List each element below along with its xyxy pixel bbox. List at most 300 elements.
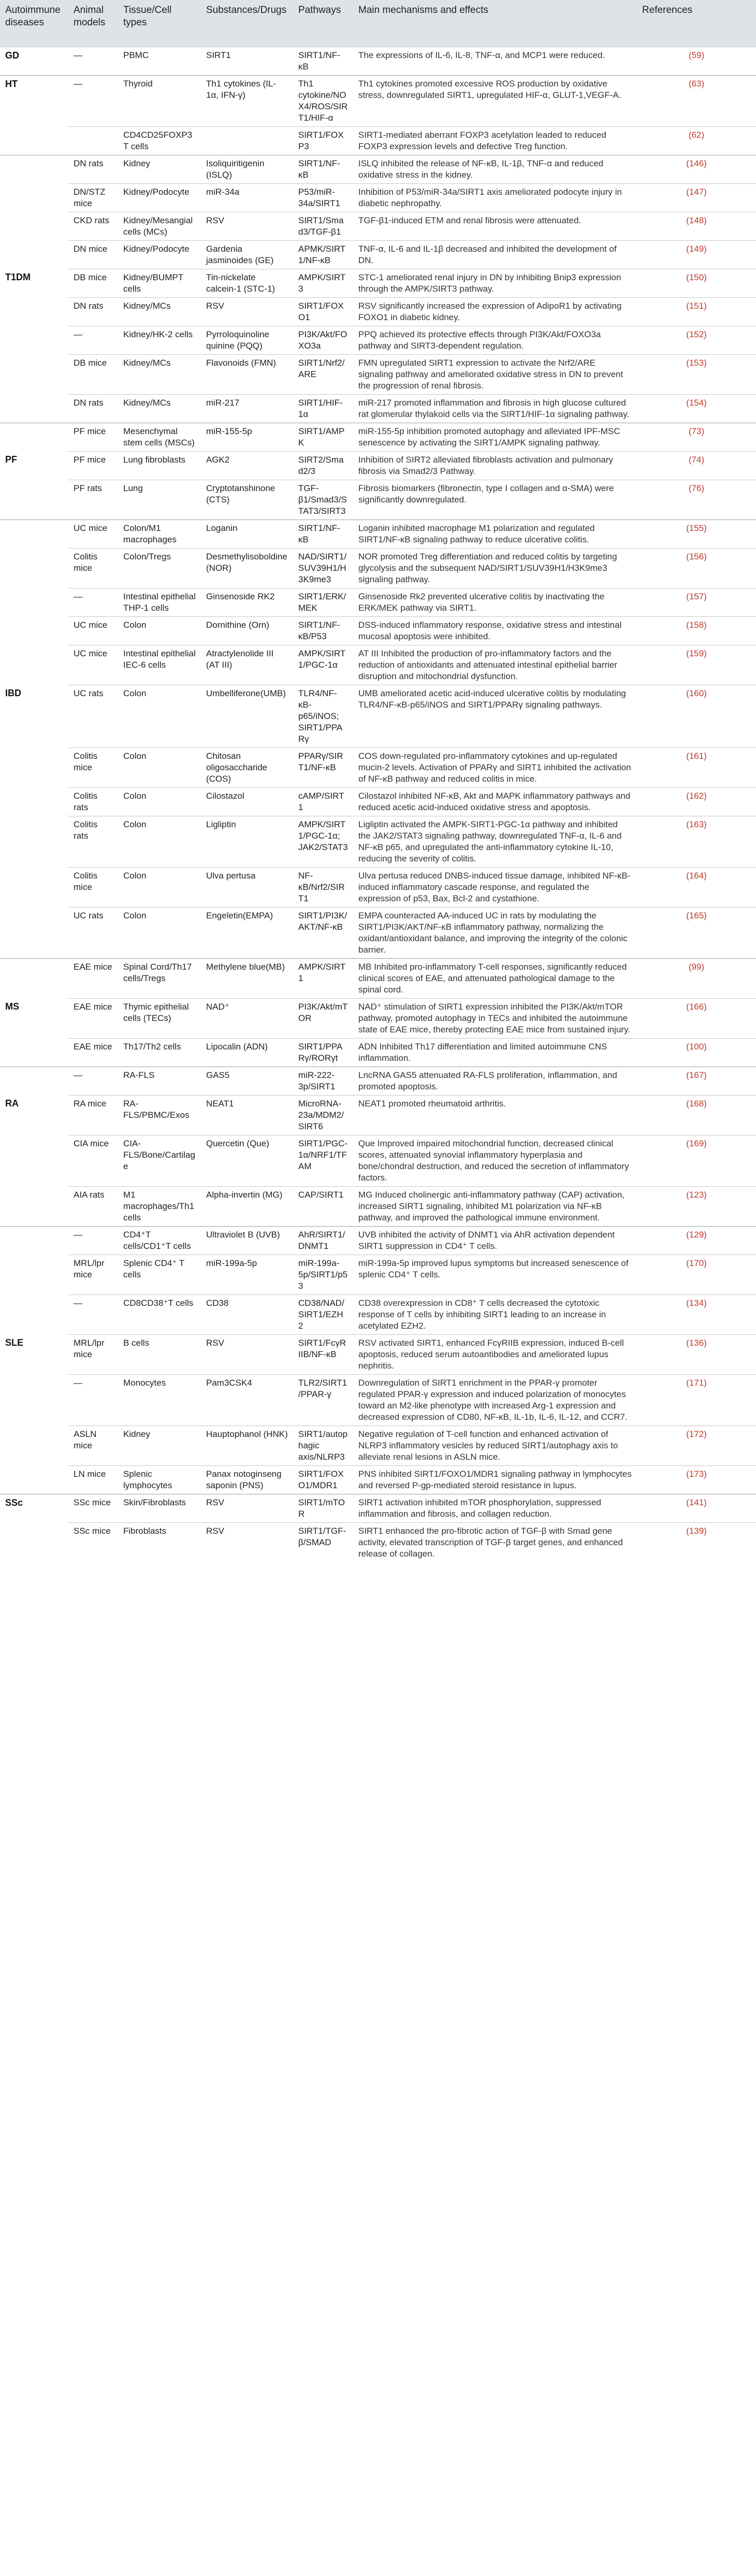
tissue-cell: RA-FLS/PBMC/Exos (118, 1095, 201, 1135)
table-row (0, 75, 756, 126)
tissue-cell: Lung fibroblasts (118, 451, 201, 480)
pathway-cell: Th1 cytokine/NOX4/ROS/SIRT1/HIF-α (293, 75, 353, 126)
pathway-cell: SIRT1/PGC-1α/NRF1/TFAM (293, 1135, 353, 1186)
pathway-cell: SIRT1/PPARγ/RORγt (293, 1038, 353, 1067)
header-references: References (637, 0, 756, 47)
animal-model-cell: UC mice (68, 520, 118, 548)
table-row (0, 787, 756, 816)
pathway-cell: SIRT1/FcγRIIB/NF-κB (293, 1334, 353, 1374)
animal-model-cell: Colitis mice (68, 867, 118, 907)
animal-model-cell: UC mice (68, 616, 118, 645)
table-row (0, 269, 756, 297)
pathway-cell: PPARγ/SIRT1/NF-κB (293, 747, 353, 787)
disease-cell (0, 787, 68, 816)
table-row (0, 867, 756, 907)
substance-cell: Pam3CSK4 (201, 1374, 293, 1426)
animal-model-cell: — (68, 75, 118, 126)
tissue-cell: Kidney/Mesangial cells (MCs) (118, 212, 201, 240)
disease-cell (0, 480, 68, 520)
substance-cell: Loganin (201, 520, 293, 548)
reference-cell[interactable]: (156) (637, 548, 756, 588)
disease-cell (0, 394, 68, 423)
disease-cell (0, 747, 68, 787)
animal-model-cell: UC rats (68, 685, 118, 747)
tissue-cell: Monocytes (118, 1374, 201, 1426)
mechanism-cell: Inhibition of P53/miR-34a/SIRT1 axis ameliorated podocyte injury in diabetic nephropathy. (353, 183, 637, 212)
mechanism-cell: SIRT1 activation inhibited mTOR phosphorylation, suppressed inflammation and fibrosis, and collagen reduction. (353, 1494, 637, 1522)
header-tissue-cell-types: Tissue/Cell types (118, 0, 201, 47)
tissue-cell: Skin/Fibroblasts (118, 1494, 201, 1522)
mechanism-cell: Negative regulation of T-cell function and enhanced activation of NLRP3 inflammatory vesicles by reduced SIRT1/autophagy axis to alleviate renal lesions in ASLN mice. (353, 1426, 637, 1465)
pathway-cell: AhR/SIRT1/DNMT1 (293, 1226, 353, 1255)
disease-cell (0, 1374, 68, 1426)
reference-cell[interactable]: (164) (637, 867, 756, 907)
mechanism-cell: PNS inhibited SIRT1/FOXO1/MDR1 signaling pathway in lymphocytes and reversed P-gp-mediated steroid resistance in lupus. (353, 1465, 637, 1494)
disease-cell: MS (5, 1001, 19, 1012)
reference-cell[interactable]: (154) (637, 394, 756, 423)
table-row (0, 155, 756, 183)
pathway-cell: CD38/NAD/SIRT1/EZH2 (293, 1294, 353, 1334)
substance-cell: Th1 cytokines (IL-1α, IFN-γ) (201, 75, 293, 126)
animal-model-cell: UC mice (68, 645, 118, 685)
reference-cell[interactable]: (134) (637, 1294, 756, 1334)
substance-cell: SIRT1 (201, 47, 293, 75)
substance-cell: Alpha-invertin (MG) (201, 1186, 293, 1226)
tissue-cell: Lung (118, 480, 201, 520)
pathway-cell: NF-κB/Nrf2/SIRT1 (293, 867, 353, 907)
tissue-cell: Th17/Th2 cells (118, 1038, 201, 1067)
pathway-cell: TGF-β1/Smad3/STAT3/SIRT3 (293, 480, 353, 520)
table-row (0, 326, 756, 354)
table-row (0, 1095, 756, 1135)
animal-model-cell: — (68, 1294, 118, 1334)
disease-cell (0, 1186, 68, 1226)
reference-cell[interactable]: (151) (637, 297, 756, 326)
reference-cell[interactable]: (170) (637, 1255, 756, 1294)
animal-model-cell: CKD rats (68, 212, 118, 240)
table-row (0, 47, 756, 75)
disease-cell (0, 1226, 68, 1255)
animal-model-cell: — (68, 1226, 118, 1255)
substance-cell: Ligliptin (201, 816, 293, 867)
disease-cell: SLE (5, 1337, 24, 1348)
reference-cell[interactable]: (152) (637, 326, 756, 354)
reference-cell[interactable]: (123) (637, 1186, 756, 1226)
pathway-cell: AMPK/SIRT1 (293, 958, 353, 998)
tissue-cell: Fibroblasts (118, 1522, 201, 1562)
mechanism-cell: DSS-induced inflammatory response, oxidative stress and intestinal mucosal apoptosis were inhibited. (353, 616, 637, 645)
animal-model-cell: DN mice (68, 240, 118, 269)
header-autoimmune-diseases: Autoimmune diseases (0, 0, 68, 47)
table-row (0, 423, 756, 451)
reference-cell[interactable]: (63) (637, 75, 756, 126)
pathway-cell: AMPK/SIRT1/PGC-1α (293, 645, 353, 685)
table-row (0, 958, 756, 998)
animal-model-cell: MRL/lpr mice (68, 1334, 118, 1374)
reference-cell[interactable]: (147) (637, 183, 756, 212)
table-row (0, 548, 756, 588)
header-animal-models: Animal models (68, 0, 118, 47)
reference-cell[interactable]: (139) (637, 1522, 756, 1562)
animal-model-cell: MRL/lpr mice (68, 1255, 118, 1294)
disease-cell (0, 616, 68, 645)
tissue-cell: Thyroid (118, 75, 201, 126)
substance-cell: Lipocalin (ADN) (201, 1038, 293, 1067)
substance-cell: RSV (201, 297, 293, 326)
mechanism-cell: Fibrosis biomarkers (fibronectin, type I collagen and α-SMA) were significantly downregulated. (353, 480, 637, 520)
disease-cell (0, 867, 68, 907)
tissue-cell: Colon (118, 747, 201, 787)
tissue-cell: Kidney/HK-2 cells (118, 326, 201, 354)
animal-model-cell: EAE mice (68, 958, 118, 998)
animal-model-cell: EAE mice (68, 1038, 118, 1067)
tissue-cell: Intestinal epithelial IEC-6 cells (118, 645, 201, 685)
substance-cell: miR-34a (201, 183, 293, 212)
mechanism-cell: miR-199a-5p improved lupus symptoms but increased senescence of splenic CD4⁺ T cells. (353, 1255, 637, 1294)
table-row (0, 616, 756, 645)
reference-cell[interactable]: (158) (637, 616, 756, 645)
tissue-cell: Spinal Cord/Th17 cells/Tregs (118, 958, 201, 998)
mechanism-cell: Loganin inhibited macrophage M1 polarization and regulated SIRT1/NF-κB signaling pathway to reduce ulcerative colitis. (353, 520, 637, 548)
animal-model-cell: — (68, 588, 118, 616)
tissue-cell: CD8CD38⁺T cells (118, 1294, 201, 1334)
animal-model-cell: EAE mice (68, 998, 118, 1038)
table-row (0, 816, 756, 867)
mechanism-cell: NEAT1 promoted rheumatoid arthritis. (353, 1095, 637, 1135)
disease-cell (0, 212, 68, 240)
reference-cell[interactable]: (166) (637, 998, 756, 1038)
substance-cell: Desmethylisoboldine (NOR) (201, 548, 293, 588)
tissue-cell: RA-FLS (118, 1067, 201, 1095)
mechanism-cell: STC-1 ameliorated renal injury in DN by inhibiting Bnip3 expression through the AMPK/SIRT3 pathway. (353, 269, 637, 297)
substance-cell: Gardenia jasminoides (GE) (201, 240, 293, 269)
substance-cell: Cryptotanshinone (CTS) (201, 480, 293, 520)
pathway-cell: MicroRNA-23a/MDM2/SIRT6 (293, 1095, 353, 1135)
animal-model-cell: Colitis rats (68, 816, 118, 867)
mechanism-cell: EMPA counteracted AA-induced UC in rats by modulating the SIRT1/PI3K/AKT/NF-κB inflammatory pathway, normalizing the oxidant/antioxidant balance, and improving the integrity of the colonic barrier. (353, 907, 637, 958)
animal-model-cell: SSc mice (68, 1494, 118, 1522)
substance-cell: Ulva pertusa (201, 867, 293, 907)
pathway-cell: SIRT2/Smad2/3 (293, 451, 353, 480)
substance-cell (201, 126, 293, 155)
pathway-cell: P53/miR-34a/SIRT1 (293, 183, 353, 212)
table-row (0, 126, 756, 155)
tissue-cell: CD4⁺T cells/CD1⁺T cells (118, 1226, 201, 1255)
reference-cell[interactable]: (163) (637, 816, 756, 867)
substance-cell: Pyrroloquinoline quinine (PQQ) (201, 326, 293, 354)
tissue-cell: Kidney/MCs (118, 354, 201, 394)
animal-model-cell: UC rats (68, 907, 118, 958)
mechanism-cell: NAD⁺ stimulation of SIRT1 expression inhibited the PI3K/Akt/mTOR pathway, promoted autophagy in TECs and inhibited the autoimmune state of EAE mice, thereby protecting EAE mice from sustained injury. (353, 998, 637, 1038)
substance-cell: Flavonoids (FMN) (201, 354, 293, 394)
table-row (0, 645, 756, 685)
reference-cell[interactable]: (136) (637, 1334, 756, 1374)
pathway-cell: TLR4/NF-κB-p65/iNOS; SIRT1/PPARγ (293, 685, 353, 747)
pathway-cell: SIRT1/PI3K/AKT/NF-κB (293, 907, 353, 958)
animal-model-cell: Colitis mice (68, 548, 118, 588)
animal-model-cell: PF mice (68, 423, 118, 451)
disease-cell (0, 958, 68, 998)
tissue-cell: Colon (118, 867, 201, 907)
tissue-cell: Colon (118, 685, 201, 747)
mechanism-cell: NOR promoted Treg differentiation and reduced colitis by targeting glycolysis and the subsequent NAD/SIRT1/SUV39H1/H3K9me3 signaling pathway. (353, 548, 637, 588)
mechanism-cell: CD38 overexpression in CD8⁺ T cells decreased the cytotoxic response of T cells by inhibiting SIRT1 leading to an increase in acetylated EZH2. (353, 1294, 637, 1334)
pathway-cell: SIRT1/AMPK (293, 423, 353, 451)
table-row (0, 998, 756, 1038)
mechanism-cell: TNF-α, IL-6 and IL-1β decreased and inhibited the development of DN. (353, 240, 637, 269)
pathway-cell: SIRT1/ERK/MEK (293, 588, 353, 616)
tissue-cell: Kidney/BUMPT cells (118, 269, 201, 297)
substance-cell: Methylene blue(MB) (201, 958, 293, 998)
mechanism-cell: RSV significantly increased the expression of AdipoR1 by activating FOXO1 in diabetic kidney. (353, 297, 637, 326)
pathway-cell: miR-199a-5p/SIRT1/p53 (293, 1255, 353, 1294)
tissue-cell: Kidney/Podocyte (118, 183, 201, 212)
disease-cell: RA (5, 1098, 19, 1109)
reference-cell[interactable]: (173) (637, 1465, 756, 1494)
mechanism-cell: Ulva pertusa reduced DNBS-induced tissue damage, inhibited NF-κB-induced inflammatory cascade response, and regulated the expression of p53, Bax, Bcl-2 and cystathione. (353, 867, 637, 907)
pathway-cell: AMPK/SIRT3 (293, 269, 353, 297)
table-body (0, 47, 756, 1562)
substance-cell: GAS5 (201, 1067, 293, 1095)
disease-cell (0, 1294, 68, 1334)
table-row (0, 212, 756, 240)
table-row (0, 240, 756, 269)
mechanism-cell: Que Improved impaired mitochondrial function, decreased clinical scores, attenuated synovial inflammatory hyperplasia and bone/chondral destruction, and reduced the secretion of inflammatory factors. (353, 1135, 637, 1186)
substance-cell: NAD⁺ (201, 998, 293, 1038)
table-row (0, 520, 756, 548)
reference-cell[interactable]: (62) (637, 126, 756, 155)
reference-cell[interactable]: (159) (637, 645, 756, 685)
disease-cell: GD (0, 47, 68, 75)
pathway-cell: AMPK/SIRT1/PGC-1α; JAK2/STAT3 (293, 816, 353, 867)
substance-cell: Cilostazol (201, 787, 293, 816)
pathway-cell: APMK/SIRT1/NF-κB (293, 240, 353, 269)
pathway-cell: miR-222-3p/SIRT1 (293, 1067, 353, 1095)
disease-cell: IBD (5, 688, 21, 698)
reference-cell[interactable]: (161) (637, 747, 756, 787)
animal-model-cell: DN rats (68, 155, 118, 183)
table-row (0, 907, 756, 958)
tissue-cell: Kidney/MCs (118, 297, 201, 326)
pathway-cell: CAP/SIRT1 (293, 1186, 353, 1226)
pathway-cell: SIRT1/NF-κB (293, 520, 353, 548)
table-row (0, 1135, 756, 1186)
tissue-cell: CIA-FLS/Bone/Cartilage (118, 1135, 201, 1186)
substance-cell: AGK2 (201, 451, 293, 480)
substance-cell: Ultraviolet B (UVB) (201, 1226, 293, 1255)
table-row (0, 394, 756, 423)
disease-cell (0, 1067, 68, 1095)
substance-cell: Panax notoginseng saponin (PNS) (201, 1465, 293, 1494)
table-row (0, 1334, 756, 1374)
reference-cell[interactable]: (160) (637, 685, 756, 747)
animal-model-cell: LN mice (68, 1465, 118, 1494)
pathway-cell: SIRT1/Smad3/TGF-β1 (293, 212, 353, 240)
tissue-cell: Colon (118, 816, 201, 867)
table-row (0, 1522, 756, 1562)
table-row (0, 588, 756, 616)
substance-cell: Dornithine (Orn) (201, 616, 293, 645)
disease-cell (0, 1522, 68, 1562)
pathway-cell: SIRT1/NF-κB (293, 155, 353, 183)
mechanism-cell: SIRT1-mediated aberrant FOXP3 acetylation leaded to reduced FOXP3 expression levels and defective Treg function. (353, 126, 637, 155)
pathway-cell: SIRT1/FOXO1 (293, 297, 353, 326)
animal-model-cell: — (68, 47, 118, 75)
disease-cell: PF (5, 454, 18, 465)
animal-model-cell: PF rats (68, 480, 118, 520)
animal-model-cell: — (68, 1374, 118, 1426)
reference-cell[interactable]: (155) (637, 520, 756, 548)
mechanism-cell: Ligliptin activated the AMPK-SIRT1-PGC-1α pathway and inhibited the JAK2/STAT3 signaling pathway, downregulated TNF-α, IL-6 and NF-κB p65, and upregulated the anti-inflammatory cytokine IL-10, reducing the severity of colitis. (353, 816, 637, 867)
mechanism-cell: AT III Inhibited the production of pro-inflammatory factors and the reduction of antioxidants and attenuated intestinal epithelial barrier disruption and mitochondrial dysfunction. (353, 645, 637, 685)
reference-cell[interactable]: (73) (637, 423, 756, 451)
disease-cell (0, 1135, 68, 1186)
reference-cell[interactable]: (129) (637, 1226, 756, 1255)
animal-model-cell: DN rats (68, 394, 118, 423)
substance-cell: Quercetin (Que) (201, 1135, 293, 1186)
pathway-cell: PI3K/Akt/FOXO3a (293, 326, 353, 354)
substance-cell: RSV (201, 212, 293, 240)
reference-cell[interactable]: (149) (637, 240, 756, 269)
reference-cell[interactable]: (153) (637, 354, 756, 394)
reference-cell[interactable]: (146) (637, 155, 756, 183)
reference-cell[interactable]: (100) (637, 1038, 756, 1067)
animal-model-cell: PF mice (68, 451, 118, 480)
mechanism-cell: UVB inhibited the activity of DNMT1 via AhR activation dependent SIRT1 suppression in CD4⁺ T cells. (353, 1226, 637, 1255)
tissue-cell: B cells (118, 1334, 201, 1374)
mechanism-cell: Inhibition of SIRT2 alleviated fibroblasts activation and pulmonary fibrosis via Smad2/3 Pathway. (353, 451, 637, 480)
table-row (0, 1294, 756, 1334)
table-row (0, 1226, 756, 1255)
table-header (0, 0, 756, 47)
reference-cell[interactable]: (167) (637, 1067, 756, 1095)
substance-cell: miR-155-5p (201, 423, 293, 451)
reference-cell[interactable]: (99) (637, 958, 756, 998)
pathway-cell: SIRT1/TGF-β/SMAD (293, 1522, 353, 1562)
substance-cell: NEAT1 (201, 1095, 293, 1135)
disease-cell (0, 240, 68, 269)
tissue-cell: Splenic CD4⁺ T cells (118, 1255, 201, 1294)
pathway-cell: SIRT1/NF-κB/P53 (293, 616, 353, 645)
reference-cell[interactable]: (76) (637, 480, 756, 520)
reference-cell[interactable]: (162) (637, 787, 756, 816)
disease-cell (0, 297, 68, 326)
animal-model-cell: Colitis mice (68, 747, 118, 787)
reference-cell[interactable]: (74) (637, 451, 756, 480)
mechanism-cell: RSV activated SIRT1, enhanced FcγRIIB expression, induced B-cell apoptosis, reduced serum autoantibodies and ameliorated lupus nephritis. (353, 1334, 637, 1374)
substance-cell: miR-217 (201, 394, 293, 423)
mechanism-cell: miR-217 promoted inflammation and fibrosis in high glucose cultured rat glomerular thylakoid cells via the SIRT1/HIF-1α signaling pathway. (353, 394, 637, 423)
substance-cell: Tin-nickelate calcein-1 (STC-1) (201, 269, 293, 297)
mechanism-cell: PPQ achieved its protective effects through PI3K/Akt/FOXO3a pathway and SIRT3-dependent regulation. (353, 326, 637, 354)
tissue-cell: Intestinal epithelial THP-1 cells (118, 588, 201, 616)
pathway-cell: TLR2/SIRT1/PPAR-γ (293, 1374, 353, 1426)
reference-cell[interactable]: (59) (637, 47, 756, 75)
substance-cell: miR-199a-5p (201, 1255, 293, 1294)
reference-cell[interactable]: (165) (637, 907, 756, 958)
reference-cell[interactable]: (172) (637, 1426, 756, 1465)
mechanism-cell: ADN Inhibited Th17 differentiation and limited autoimmune CNS inflammation. (353, 1038, 637, 1067)
reference-cell[interactable]: (157) (637, 588, 756, 616)
animal-model-cell (68, 126, 118, 155)
substance-cell: Chitosan oligosaccharide (COS) (201, 747, 293, 787)
table-row (0, 1494, 756, 1522)
pathway-cell: SIRT1/NF-κB (293, 47, 353, 75)
tissue-cell: Mesenchymal stem cells (MSCs) (118, 423, 201, 451)
table-row (0, 480, 756, 520)
header-pathways: Pathways (293, 0, 353, 47)
reference-cell[interactable]: (168) (637, 1095, 756, 1135)
animal-model-cell: — (68, 1067, 118, 1095)
mechanism-cell: LncRNA GAS5 attenuated RA-FLS proliferation, inflammation, and promoted apoptosis. (353, 1067, 637, 1095)
mechanism-cell: SIRT1 enhanced the pro-fibrotic action of TGF-β with Smad gene activity, elevated transcription of TGF-β target genes, and enhanced release of collagen. (353, 1522, 637, 1562)
pathway-cell: SIRT1/Nrf2/ARE (293, 354, 353, 394)
tissue-cell: CD4CD25FOXP3 T cells (118, 126, 201, 155)
table-row (0, 297, 756, 326)
reference-cell[interactable]: (169) (637, 1135, 756, 1186)
animal-model-cell: CIA mice (68, 1135, 118, 1186)
disease-cell (0, 1038, 68, 1067)
pathway-cell: cAMP/SIRT1 (293, 787, 353, 816)
animal-model-cell: DN/STZ mice (68, 183, 118, 212)
animal-model-cell: AIA rats (68, 1186, 118, 1226)
tissue-cell: Kidney (118, 155, 201, 183)
tissue-cell: Kidney/MCs (118, 394, 201, 423)
animal-model-cell: DB mice (68, 269, 118, 297)
table-row (0, 1067, 756, 1095)
tissue-cell: Colon (118, 616, 201, 645)
disease-cell (0, 126, 68, 155)
mechanism-cell: UMB ameliorated acetic acid-induced ulcerative colitis by modulating TLR4/NF-κB-p65/iNOS and SIRT1/PPARγ signaling pathways. (353, 685, 637, 747)
disease-cell (0, 816, 68, 867)
reference-cell[interactable]: (171) (637, 1374, 756, 1426)
substance-cell: RSV (201, 1494, 293, 1522)
disease-cell: HT (0, 75, 68, 126)
pathway-cell: SIRT1/HIF-1α (293, 394, 353, 423)
tissue-cell: M1 macrophages/Th1 cells (118, 1186, 201, 1226)
animal-model-cell: DN rats (68, 297, 118, 326)
animal-model-cell: DB mice (68, 354, 118, 394)
reference-cell[interactable]: (141) (637, 1494, 756, 1522)
mechanism-cell: MB Inhibited pro-inflammatory T-cell responses, significantly reduced clinical scores of EAE, and attenuated pathological damage to the spinal cord. (353, 958, 637, 998)
reference-cell[interactable]: (148) (637, 212, 756, 240)
table-row (0, 685, 756, 747)
substance-cell: Atractylenolide III (AT III) (201, 645, 293, 685)
table-row (0, 451, 756, 480)
mechanism-cell: FMN upregulated SIRT1 expression to activate the Nrf2/ARE signaling pathway and ameliorated oxidative stress in DN to prevent the progression of renal fibrosis. (353, 354, 637, 394)
disease-cell (0, 423, 68, 451)
tissue-cell: Colon/Tregs (118, 548, 201, 588)
pathway-cell: NAD/SIRT1/SUV39H1/H3K9me3 (293, 548, 353, 588)
table-row (0, 747, 756, 787)
disease-cell (0, 354, 68, 394)
pathway-cell: SIRT1/mTOR (293, 1494, 353, 1522)
mechanism-cell: ISLQ inhibited the release of NF-κB, IL-1β, TNF-α and reduced oxidative stress in the kidney. (353, 155, 637, 183)
tissue-cell: Colon (118, 787, 201, 816)
reference-cell[interactable]: (150) (637, 269, 756, 297)
disease-cell (0, 907, 68, 958)
table-row (0, 354, 756, 394)
pathway-cell: PI3K/Akt/mTOR (293, 998, 353, 1038)
header-substances-drugs: Substances/Drugs (201, 0, 293, 47)
disease-cell (0, 326, 68, 354)
table-row (0, 1374, 756, 1426)
table-row (0, 1255, 756, 1294)
table-row (0, 1038, 756, 1067)
table-row (0, 183, 756, 212)
tissue-cell: Thymic epithelial cells (TECs) (118, 998, 201, 1038)
tissue-cell: Colon/M1 macrophages (118, 520, 201, 548)
